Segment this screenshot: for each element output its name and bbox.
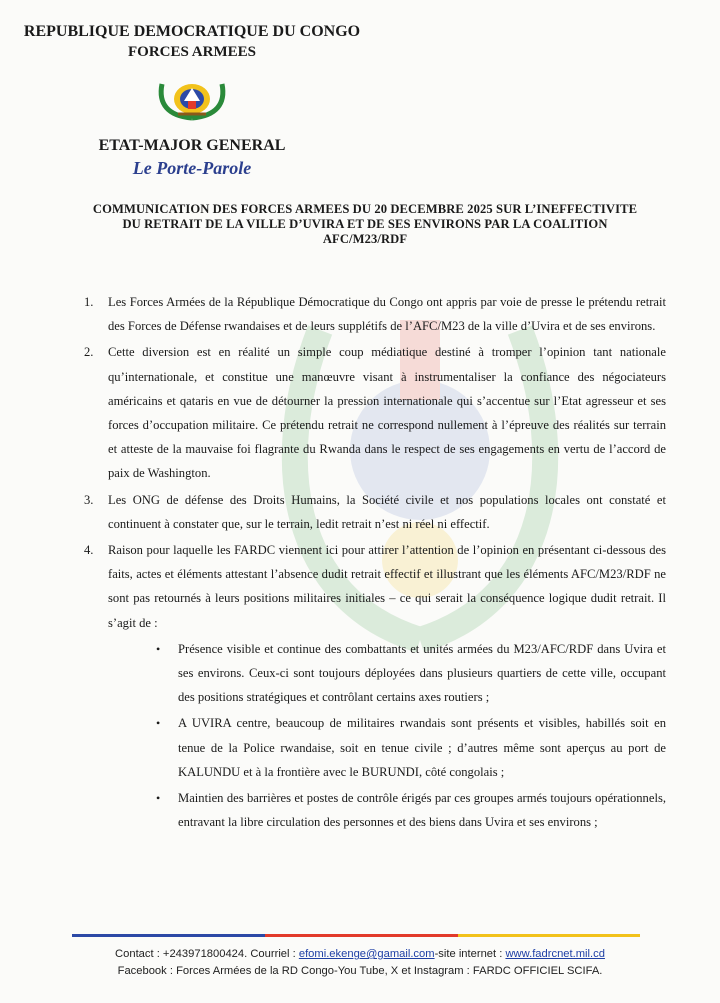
footer: [0, 946, 720, 980]
fardc-emblem-icon: [154, 74, 230, 122]
website-link[interactable]: www.fadrcnet.mil.cd: [505, 948, 605, 960]
paragraph-text: Les ONG de défense des Droits Humains, la Société civile et nos populations locales ont constaté et continuent à constater que, sur le terrain, ledit retrait n’est ni réel ni effectif.: [108, 492, 666, 531]
footer-contact-line: [0, 946, 720, 963]
list-item-text: A UVIRA centre, beaucoup de militaires rwandais sont présents et visibles, habillés soit en tenue de la Police rwandaise, soit en tenue civile ; d’autres même sont aperçus au port de KALUNDU et à la frontière avec le BURUNDI, côté congolais ;: [178, 716, 666, 779]
list-item: [76, 786, 666, 834]
title-line: COMMUNICATION DES FORCES ARMEES DU 20 DECEMBRE 2025 SUR L’INEFFECTIVITE: [92, 202, 638, 216]
paragraph-text: Raison pour laquelle les FARDC viennent ici pour attirer l’attention de l’opinion en présentant ci-dessous des faits, actes et éléments attestant l’absence dudit retrait effectif et illustrant que les éléments AFC/M23/RDF ne sont pas retournés à leurs positions militaires initiales – ce qui serait la conséquence logique dudit retrait. Il s’agit de :: [108, 543, 666, 630]
site-label: -site internet :: [434, 948, 506, 960]
letterhead: [22, 22, 362, 180]
forces-name: FORCES ARMEES: [128, 44, 256, 60]
paragraph-number: 4.: [84, 543, 94, 558]
paragraph-3: [76, 488, 666, 536]
communique-body: [76, 290, 666, 836]
bullet-icon: •: [156, 716, 161, 731]
republic-name: REPUBLIQUE DEMOCRATIQUE DU CONGO: [23, 23, 361, 40]
title-line: DU RETRAIT DE LA VILLE D’UVIRA ET DE SES ENVIRONS PAR LA COALITION: [122, 217, 608, 231]
porte-parole: Le Porte-Parole: [132, 158, 252, 178]
footer-tricolor-rule: [72, 934, 640, 937]
footer-social-line: Facebook : Forces Armées de la RD Congo-You Tube, X et Instagram : FARDC OFFICIEL SCIFA.: [117, 965, 603, 977]
bullet-icon: •: [156, 791, 161, 806]
facts-list: [76, 637, 666, 835]
paragraph-1: [76, 290, 666, 338]
list-item-text: Présence visible et continue des combattants et unités armées du M23/AFC/RDF dans Uvira et ses environs. Ceux-ci sont toujours déployées dans plusieurs quartiers de cette ville, occupant des positions stratégiques et contrôlant certains axes routiers ;: [178, 641, 666, 705]
contact-text: Contact : +243971800424. Courriel :: [115, 948, 299, 960]
paragraph-number: 3.: [84, 492, 94, 507]
paragraph-number: 2.: [84, 345, 94, 360]
list-item-text: Maintien des barrières et postes de contrôle érigés par ces groupes armés toujours opérationnels, entravant la libre circulation des personnes et des biens dans Uvira et ses environs ;: [178, 791, 666, 830]
etat-major: ETAT-MAJOR GENERAL: [98, 137, 286, 154]
paragraph-number: 1.: [84, 295, 94, 309]
paragraph-4: [76, 538, 666, 635]
list-item: [76, 637, 666, 710]
paragraph-text: Cette diversion est en réalité un simple coup médiatique destiné à tromper l’opinion tant nationale qu’internationale, et constitue une manœuvre visant à instrumentaliser la confiance des négociateurs américains et qataris en vue de détourner la pression internationale qui s’accentue sur l’Etat agresseur et ses forces d’occupation militaire. Ce prétendu retrait ne correspond nullement à l’épreuve des réalités sur terrain et atteste de la mauvaise foi flagrante du Rwanda dans le respect de ses engagements en vertu de l’accord de paix de Washington.: [108, 345, 666, 481]
email-link[interactable]: efomi.ekenge@gamail.com: [298, 948, 435, 960]
paragraph-text: Les Forces Armées de la République Démocratique du Congo ont appris par voie de presse le prétendu retrait des Forces de Défense rwandaises et de leurs supplétifs de l’AFC/M23 de la ville d’Uvira et de ses environs.: [108, 295, 666, 334]
bullet-icon: •: [156, 641, 161, 656]
communique-title: [70, 202, 660, 247]
title-line: AFC/M23/RDF: [322, 232, 408, 246]
list-item: [76, 711, 666, 784]
paragraph-2: [76, 340, 666, 485]
